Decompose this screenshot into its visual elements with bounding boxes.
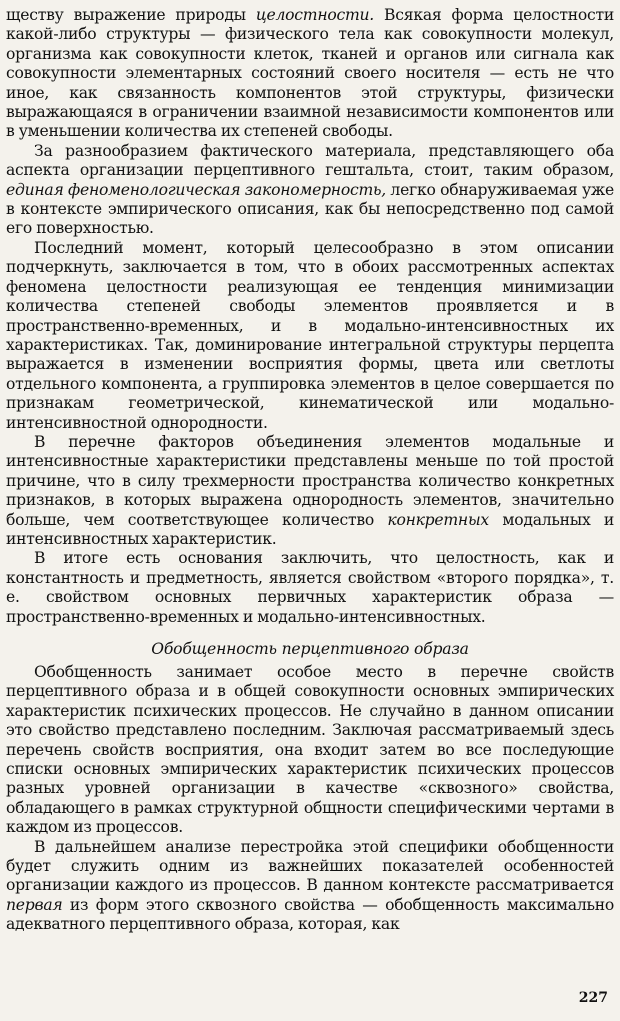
text-run: В перечне факторов объединения элементов модальные и интенсивностные характеристики представлены меньше по той простой причине, что в силу трехмерности пространства количество конкретных признаков, в которых выражена однородность элементов, значительно больше, чем соответствующее количество xyxy=(6,432,614,529)
text-run: легко обнаруживаемая уже в контексте эмпирического описания, как бы непосредственно под самой его поверхностью. xyxy=(6,180,614,238)
text-run: ществу выражение природы xyxy=(6,6,256,24)
italic-run: целостности. xyxy=(255,6,375,24)
text-run: модальных и интенсивностных характеристик. xyxy=(6,510,615,548)
paragraph-1 xyxy=(6,6,614,142)
text-run: В итоге есть основания заключить, что целостность, как и константность и предметность, является свойством «второго порядка», т. е. свойством основных первичных характеристик образа — пространственно-временных и модально-интенсивностных. xyxy=(6,549,614,626)
paragraph-6 xyxy=(6,663,614,838)
page-number: 227 xyxy=(578,990,608,1006)
text-run: Всякая форма целостности какой-либо структуры — физического тела как совокупности молекул, организма как совокупности клеток, тканей и органов или сигнала как совокупности элементарных состояний своего носителя — есть не что иное, как связанность компонентов этой структуры, физически выражающаяся в ограничении взаимной независимости компонентов или в уменьшении количества их степеней свободы. xyxy=(6,6,614,141)
italic-run: первая xyxy=(6,895,63,914)
text-run: из форм этого сквозного свойства — обобщенность максимально адекватного перцептивного образа, которая, как xyxy=(6,895,614,934)
paragraph-4 xyxy=(6,433,614,549)
section-heading: Обобщенность перцептивного образа xyxy=(151,640,469,658)
text-run: За разнообразием фактического материала, представляющего оба аспекта организации перцептивного гештальта, стоит, таким образом, xyxy=(6,141,614,180)
italic-run: единая феноменологическая закономерность, xyxy=(6,180,386,199)
text-block-2 xyxy=(6,663,614,935)
paragraph-5 xyxy=(6,549,614,627)
text-run: Обобщенность занимает особое место в перечне свойств перцептивного образа и в общей совокупности основных эмпирических характеристик психических процессов. Не случайно в данном описании это свойство представлено последним. Заключая рассматриваемый здесь перечень свойств восприятия, она входит затем во все последующие списки основных эмпирических характеристик психических процессов разных уровней организации в качестве «сквозного» свойства, обладающего в рамках структурной общности специфическими чертами в каждом из процессов. xyxy=(6,663,614,837)
italic-run: конкретных xyxy=(387,510,489,529)
paragraph-2 xyxy=(6,142,614,239)
text-run: Последний момент, который целесообразно в этом описании подчеркнуть, заключается в том, что в обоих рассмотренных аспектах феномена целостности реализующая ее тенденция минимизации количества степеней свободы элементов проявляется и в пространственно-временных, и в модально-интенсивностных их характеристиках. Так, доминирование интегральной структуры перцепта выражается в изменении восприятия формы, цвета или светлоты отдельного компонента, а группировка элементов в целое совершается по признакам геометрической, кинематической или модально-интенсивностной однородности. xyxy=(6,238,614,432)
paragraph-3 xyxy=(6,239,614,433)
paragraph-7 xyxy=(6,838,614,935)
text-block-1 xyxy=(6,6,614,627)
text-run: В дальнейшем анализе перестройка этой специфики обобщенности будет служить одним из важнейших показателей особенностей организации каждого из процессов. В данном контексте рассматривается xyxy=(6,837,614,895)
